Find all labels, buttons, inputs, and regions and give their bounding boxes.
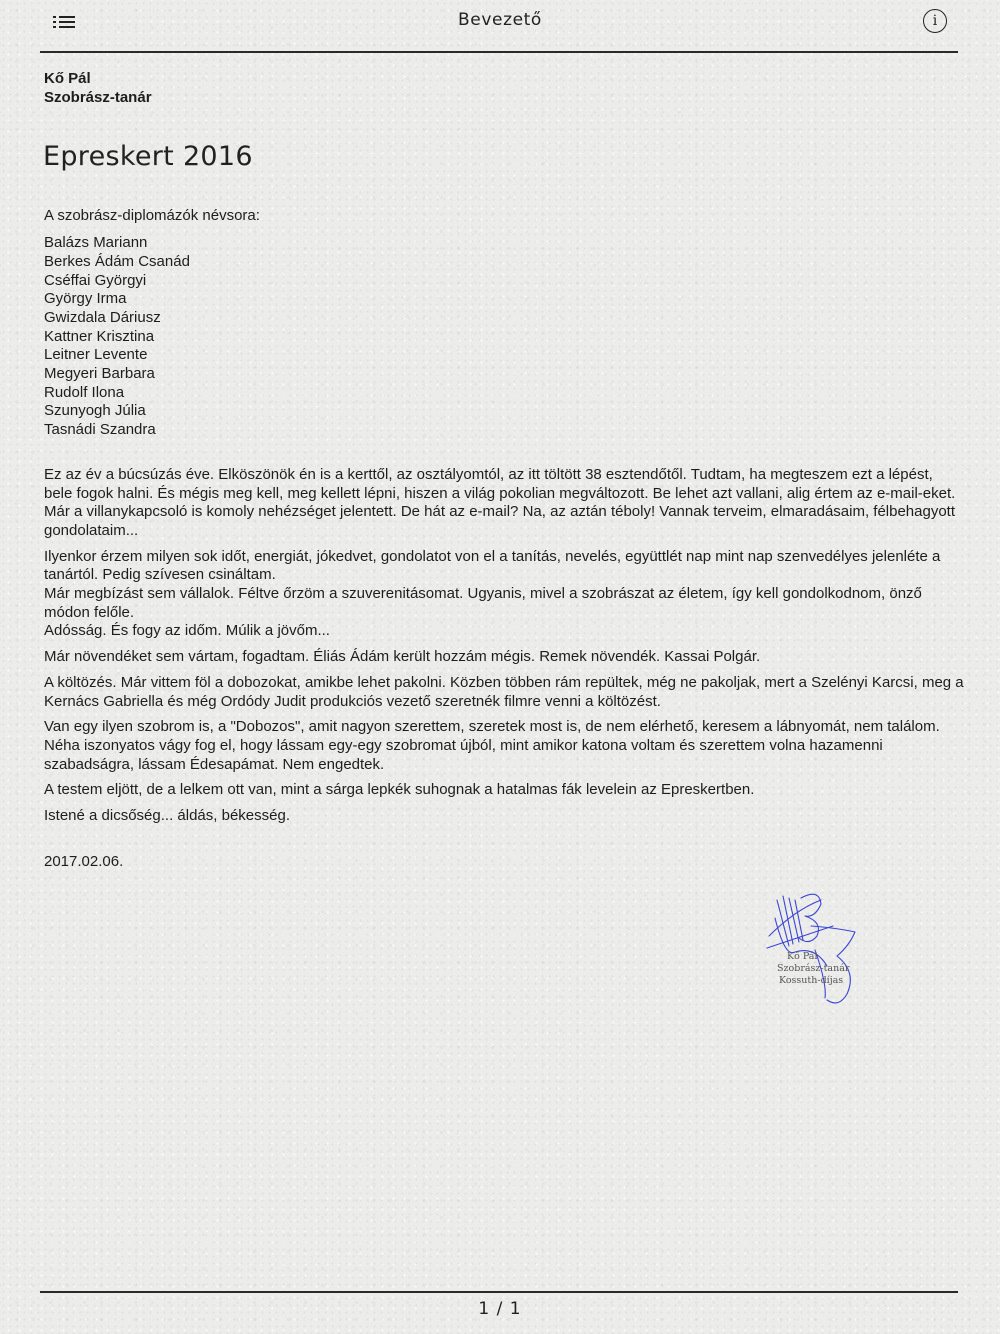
list-item: Kattner Krisztina xyxy=(44,327,155,345)
list-item: Rudolf Ilona xyxy=(44,383,125,401)
paragraph: A testem eljött, de a lelkem ott van, mint a sárga lepkék suhognak a hatalmas fák levelein az Epreskertben. xyxy=(44,781,755,799)
author-name: Kő Pál xyxy=(44,70,91,87)
list-item: Berkes Ádám Csanád xyxy=(44,252,190,270)
header-divider xyxy=(40,51,958,53)
paragraph: Istené a dicsőség... áldás, békesség. xyxy=(44,807,290,825)
author-role: Szobrász-tanár xyxy=(44,88,152,106)
document-title: Epreskert 2016 xyxy=(43,141,253,173)
paragraph: A költözés. Már vittem föl a dobozokat, amikbe lehet pakolni. Közben többen rám repültek, még ne pakoljak, mert a Szelényi Karcsi, meg a Kernács Gabriella és még Ordódy Judit produkciós vezető szeretnék filmre venni a költözést. xyxy=(44,673,964,710)
signature-stamp xyxy=(755,888,875,1018)
list-item: Szunyogh Júlia xyxy=(44,402,146,420)
list-item: Tasnádi Szandra xyxy=(44,421,156,439)
top-bar xyxy=(0,0,1000,52)
list-item: Leitner Levente xyxy=(44,346,148,364)
list-item: Cséffai Györgyi xyxy=(44,271,147,289)
footer-divider xyxy=(40,1291,958,1293)
graduate-list xyxy=(44,234,964,440)
page-title: Bevezető xyxy=(458,10,542,30)
paragraph: Ilyenkor érzem milyen sok időt, energiát, jókedvet, gondolatot von el a tanítás, nevelés, együttlét nap mint nap szenvedélyes jelenléte a tanártól. Pedig szívesen csináltam. Már megbízást sem vállalok. Féltve őrzöm a szuverenitásomat. Ugyanis, mivel a szobrászat az életem, így kell gondolkodnom, önző módon felőle. Adósság. És fogy az időm. Múlik a jövőm... xyxy=(44,547,941,640)
paragraph: Ez az év a búcsúzás éve. Elköszönök én is a kerttől, az osztályomtól, az itt töltött 38 esztendőtől. Tudtam, ha megteszem ezt a lépést, bele fogok halni. És mégis meg kell, meg kellett lépni, hiszen a világ pokolian megváltozott. Be lehet azt vallani, alig értem az e-mail-eket. Már a villanykapcsoló is komoly nehézséget jelentett. De hát az e-mail? Na, az aztán téboly! Vannak terveim, elmaradásaim, félbehagyott gondolataim... xyxy=(44,465,956,539)
list-item: György Irma xyxy=(44,290,127,308)
list-item: Megyeri Barbara xyxy=(44,365,155,383)
list-intro: A szobrász-diplomázók névsora: xyxy=(44,207,260,225)
document-date: 2017.02.06. xyxy=(44,852,124,870)
paragraph: Van egy ilyen szobrom is, a "Dobozos", amit nagyon szerettem, szeretek most is, de nem elérhető, keresem a lábnyomát, nem találom. Néha iszonyatos vágy fog el, hogy lássam egy-egy szobromat újból, mint amikor katona voltam és szerettem volna hazamenni szabadságra, lássam Édesapámat. Nem engedtek. xyxy=(44,718,940,773)
letter-text xyxy=(44,466,964,826)
signature-role: Szobrász-tanár xyxy=(777,963,850,974)
signature-name: Kő Pál xyxy=(787,951,818,962)
signature-caption xyxy=(777,951,849,987)
document-body xyxy=(44,70,964,872)
page-indicator: 1 / 1 xyxy=(478,1299,522,1319)
info-icon[interactable]: i xyxy=(923,9,947,33)
signature-award: Kossuth-díjas xyxy=(779,975,844,986)
paragraph: Már növendéket sem vártam, fogadtam. Éliás Ádám került hozzám mégis. Remek növendék. Kassai Polgár. xyxy=(44,648,761,666)
list-item: Balázs Mariann xyxy=(44,234,148,252)
list-item: Gwizdala Dáriusz xyxy=(44,308,161,326)
